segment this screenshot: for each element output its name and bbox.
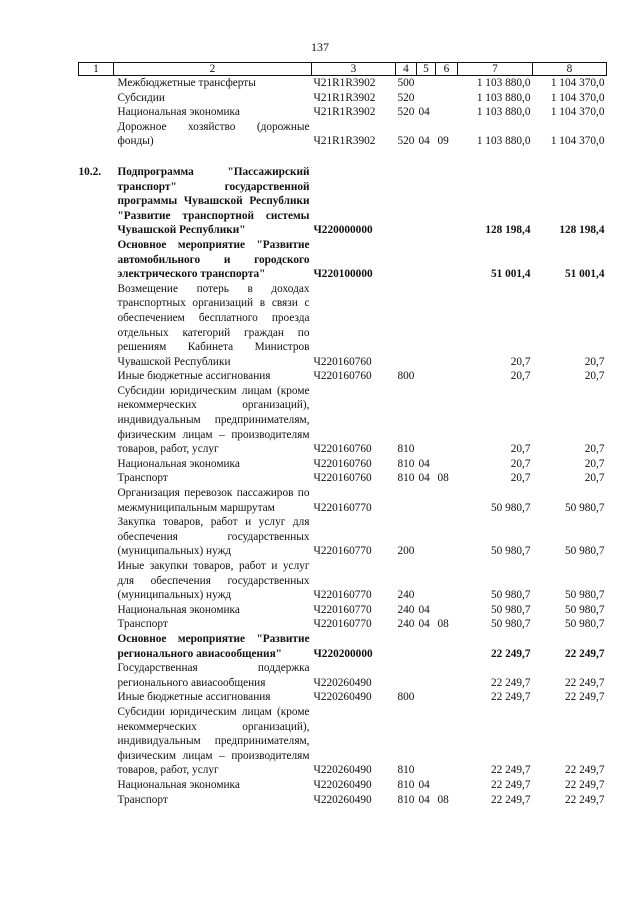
table-row <box>79 457 607 472</box>
header-col-2: 2 <box>114 63 312 76</box>
row-vr-cell <box>396 632 417 661</box>
row-pr-cell <box>436 369 458 384</box>
row-amount-1-cell: 50 980,7 <box>490 545 531 558</box>
row-rz-cell: 04 <box>418 793 430 806</box>
row-code-cell: Ч220200000 <box>313 647 373 660</box>
table-header <box>79 63 607 76</box>
row-amount-2-cell: 50 980,7 <box>564 618 605 631</box>
row-number-cell <box>79 690 114 705</box>
row-vr-cell <box>396 282 417 370</box>
table-row <box>79 617 607 632</box>
row-pr-cell <box>436 690 458 705</box>
row-vr-cell: 810 <box>397 793 415 806</box>
row-amount-1-cell: 50 980,7 <box>490 501 531 514</box>
row-amount-1-cell: 50 980,7 <box>490 589 531 602</box>
table-row <box>79 661 607 690</box>
table-row <box>79 559 607 603</box>
row-amount-2-cell: 20,7 <box>584 370 605 383</box>
row-amount-2-cell: 22 249,7 <box>564 793 605 806</box>
row-amount-1-cell: 20,7 <box>510 370 531 383</box>
row-amount-2-cell: 22 249,7 <box>564 778 605 791</box>
row-name-cell: Дорожное хозяйство (дорожные фонды) <box>117 120 310 148</box>
row-pr-cell <box>436 559 458 603</box>
row-number-cell <box>79 486 114 515</box>
row-amount-1-cell: 50 980,7 <box>490 618 531 631</box>
row-vr-cell: 240 <box>397 618 415 631</box>
table-row <box>79 632 607 661</box>
row-rz-cell <box>417 91 436 106</box>
header-col-5: 5 <box>417 63 436 76</box>
row-name-cell: Субсидии юридическим лицам (кроме некоммерческих организаций), индивидуальным предпринимателям, физическим лицам – производителям товаров, работ, услуг <box>117 705 310 777</box>
header-col-7: 7 <box>458 63 533 76</box>
row-rz-cell: 04 <box>418 778 430 791</box>
row-number-cell <box>79 515 114 559</box>
row-pr-cell <box>436 632 458 661</box>
row-amount-2-cell: 20,7 <box>584 443 605 456</box>
row-name-cell: Субсидии <box>117 91 165 104</box>
row-number-cell <box>79 632 114 661</box>
row-number-cell <box>79 91 114 106</box>
row-amount-2-cell: 20,7 <box>584 355 605 368</box>
table-row <box>79 486 607 515</box>
row-number-cell <box>79 384 114 457</box>
row-number-cell <box>79 471 114 486</box>
table-row <box>79 105 607 120</box>
row-name-cell: Транспорт <box>117 472 168 485</box>
row-rz-cell: 04 <box>418 135 430 148</box>
row-code-cell: Ч220260490 <box>313 676 372 689</box>
row-amount-2-cell: 1 104 370,0 <box>550 106 605 119</box>
row-rz-cell: 04 <box>418 106 430 119</box>
row-name-cell: Иные бюджетные ассигнования <box>117 691 271 704</box>
row-number-cell <box>79 238 114 282</box>
row-vr-cell <box>396 238 417 282</box>
row-amount-2-cell: 22 249,7 <box>564 676 605 689</box>
row-rz-cell <box>417 559 436 603</box>
row-code-cell: Ч220260490 <box>313 764 372 777</box>
row-pr-cell <box>436 486 458 515</box>
row-amount-1-cell: 22 249,7 <box>490 793 531 806</box>
row-name-cell: Организация перевозок пассажиров по межмуниципальным маршрутам <box>117 487 310 514</box>
row-amount-1-cell: 22 249,7 <box>490 676 531 689</box>
row-code-cell: Ч220160760 <box>313 472 372 485</box>
row-name-cell: Субсидии юридическим лицам (кроме некоммерческих организаций), индивидуальным предпринимателям, физическим лицам – производителям товаров, работ, услуг <box>117 384 310 456</box>
row-pr-cell: 08 <box>437 472 449 485</box>
row-vr-cell: 520 <box>397 91 415 104</box>
row-amount-1-cell: 22 249,7 <box>490 764 531 777</box>
row-amount-1-cell: 1 103 880,0 <box>476 135 531 148</box>
row-amount-2-cell: 20,7 <box>584 472 605 485</box>
table-row <box>79 369 607 384</box>
row-amount-2-cell: 50 980,7 <box>564 545 605 558</box>
row-pr-cell <box>436 282 458 370</box>
row-rz-cell: 04 <box>418 603 430 616</box>
row-code-cell: Ч220260490 <box>313 691 372 704</box>
row-rz-cell <box>417 369 436 384</box>
row-amount-1-cell: 20,7 <box>510 443 531 456</box>
table-row <box>79 793 607 808</box>
row-amount-1-cell: 128 198,4 <box>485 224 531 237</box>
row-pr-cell <box>436 76 458 91</box>
row-code-cell: Ч220260490 <box>313 793 372 806</box>
row-amount-2-cell: 128 198,4 <box>559 224 605 237</box>
row-vr-cell: 500 <box>397 77 415 89</box>
row-pr-cell <box>436 238 458 282</box>
row-pr-cell <box>436 165 458 238</box>
row-amount-1-cell: 22 249,7 <box>490 778 531 791</box>
row-name-cell: Национальная экономика <box>117 457 240 470</box>
header-col-3: 3 <box>312 63 396 76</box>
row-code-cell: Ч220000000 <box>313 224 373 237</box>
row-name-cell: Межбюджетные трансферты <box>117 77 256 89</box>
row-amount-1-cell: 1 103 880,0 <box>476 77 531 89</box>
row-name-cell: Транспорт <box>117 793 168 806</box>
row-number-cell <box>79 76 114 91</box>
table-row <box>79 515 607 559</box>
table-row <box>79 165 607 238</box>
row-amount-1-cell: 51 001,4 <box>490 268 531 281</box>
row-number-cell <box>79 559 114 603</box>
row-vr-cell: 200 <box>397 545 415 558</box>
row-amount-2-cell: 50 980,7 <box>564 603 605 616</box>
row-pr-cell <box>436 105 458 120</box>
row-number-cell <box>79 617 114 632</box>
page-number: 137 <box>311 40 329 54</box>
row-code-cell: Ч21R1R3902 <box>313 91 376 104</box>
row-code-cell: Ч21R1R3902 <box>313 77 376 89</box>
row-number-cell <box>79 369 114 384</box>
row-rz-cell: 04 <box>418 457 430 470</box>
row-rz-cell <box>417 76 436 91</box>
table-row <box>79 778 607 793</box>
row-name-cell: Национальная экономика <box>117 106 240 119</box>
budget-table <box>78 62 607 807</box>
row-pr-cell <box>436 91 458 106</box>
row-name-cell: Государственная поддержка регионального авиасообщения <box>117 662 310 689</box>
row-amount-2-cell: 1 104 370,0 <box>550 91 605 104</box>
row-number-cell <box>79 282 114 370</box>
row-amount-1-cell: 20,7 <box>510 472 531 485</box>
row-code-cell: Ч220160770 <box>313 603 372 616</box>
row-rz-cell <box>417 384 436 457</box>
row-vr-cell: 240 <box>397 589 415 602</box>
row-name-cell: Возмещение потерь в доходах транспортных организаций в связи с обеспечением бесплатного проезда отдельных категорий граждан по решениям Кабинета Министров Чувашской Республики <box>117 282 310 368</box>
row-pr-cell <box>436 778 458 793</box>
row-amount-2-cell: 1 104 370,0 <box>550 77 605 89</box>
row-vr-cell: 810 <box>397 778 415 791</box>
row-pr-cell <box>436 457 458 472</box>
row-amount-2-cell: 20,7 <box>584 457 605 470</box>
row-name-cell: Иные закупки товаров, работ и услуг для обеспечения государственных (муниципальных) нужд <box>117 560 310 602</box>
row-vr-cell: 810 <box>397 472 415 485</box>
row-pr-cell <box>436 515 458 559</box>
row-pr-cell <box>436 661 458 690</box>
row-rz-cell <box>417 705 436 778</box>
row-amount-1-cell: 1 103 880,0 <box>476 106 531 119</box>
row-amount-2-cell: 51 001,4 <box>564 268 605 281</box>
row-amount-2-cell: 22 249,7 <box>564 764 605 777</box>
row-rz-cell: 04 <box>418 472 430 485</box>
row-amount-1-cell: 20,7 <box>510 457 531 470</box>
row-pr-cell <box>436 603 458 618</box>
row-number-cell <box>79 661 114 690</box>
row-rz-cell <box>417 165 436 238</box>
row-rz-cell <box>417 486 436 515</box>
table-body <box>79 76 607 808</box>
row-code-cell: Ч220160760 <box>313 457 372 470</box>
row-code-cell: Ч220160760 <box>313 443 372 456</box>
row-vr-cell: 520 <box>397 135 415 148</box>
table-row <box>79 282 607 370</box>
row-name-cell: Национальная экономика <box>117 603 240 616</box>
row-amount-2-cell: 1 104 370,0 <box>550 135 605 148</box>
row-name-cell: Закупка товаров, работ и услуг для обеспечения государственных (муниципальных) нужд <box>117 516 310 558</box>
row-amount-1-cell: 22 249,7 <box>490 691 531 704</box>
row-rz-cell <box>417 690 436 705</box>
spacer-cell <box>79 149 607 165</box>
row-vr-cell: 800 <box>397 691 415 704</box>
row-amount-1-cell: 22 249,7 <box>490 647 531 660</box>
row-pr-cell <box>436 705 458 778</box>
row-amount-1-cell: 1 103 880,0 <box>476 91 531 104</box>
row-pr-cell <box>436 384 458 457</box>
row-code-cell: Ч220100000 <box>313 268 373 281</box>
row-number-cell <box>79 705 114 778</box>
spacer-row <box>79 149 607 165</box>
row-amount-1-cell: 20,7 <box>510 355 531 368</box>
row-number-cell <box>79 105 114 120</box>
row-number-cell <box>79 120 114 149</box>
row-name-cell: Национальная экономика <box>117 778 240 791</box>
row-vr-cell: 800 <box>397 370 415 383</box>
header-col-6: 6 <box>436 63 458 76</box>
row-vr-cell: 240 <box>397 603 415 616</box>
row-number-cell <box>79 457 114 472</box>
table-row <box>79 603 607 618</box>
row-rz-cell <box>417 661 436 690</box>
row-code-cell: Ч220160770 <box>313 589 372 602</box>
row-name-cell: Транспорт <box>117 618 168 631</box>
row-name-cell: Основное мероприятие "Развитие автомобильного и городского электрического транспорта" <box>117 238 310 281</box>
row-number-cell <box>79 603 114 618</box>
row-vr-cell <box>396 165 417 238</box>
row-pr-cell: 09 <box>437 135 449 148</box>
header-col-8: 8 <box>533 63 607 76</box>
row-number-cell <box>79 778 114 793</box>
row-pr-cell: 08 <box>437 618 449 631</box>
row-name-cell: Основное мероприятие "Развитие регионального авиасообщения" <box>117 632 310 660</box>
row-amount-2-cell: 22 249,7 <box>564 691 605 704</box>
header-col-4: 4 <box>396 63 417 76</box>
table-row <box>79 705 607 778</box>
row-rz-cell <box>417 282 436 370</box>
table-row <box>79 384 607 457</box>
table-row <box>79 76 607 91</box>
row-name-cell: Подпрограмма "Пассажирский транспорт" государственной программы Чувашской Республики "Развитие транспортной системы Чувашской Республики" <box>117 165 310 237</box>
header-col-1: 1 <box>79 63 114 76</box>
row-code-cell: Ч220260490 <box>313 778 372 791</box>
row-code-cell: Ч220160770 <box>313 618 372 631</box>
table-row <box>79 238 607 282</box>
row-rz-cell <box>417 238 436 282</box>
row-pr-cell: 08 <box>437 793 449 806</box>
header-row <box>79 63 607 76</box>
row-code-cell: Ч220160770 <box>313 545 372 558</box>
row-vr-cell <box>396 486 417 515</box>
row-amount-2-cell: 50 980,7 <box>564 589 605 602</box>
row-rz-cell <box>417 632 436 661</box>
row-amount-1-cell: 50 980,7 <box>490 603 531 616</box>
row-name-cell: Иные бюджетные ассигнования <box>117 370 271 383</box>
row-code-cell: Ч220160760 <box>313 370 372 383</box>
row-amount-2-cell: 50 980,7 <box>564 501 605 514</box>
table-row <box>79 690 607 705</box>
table-row <box>79 471 607 486</box>
row-vr-cell: 810 <box>397 457 415 470</box>
row-vr-cell: 810 <box>397 443 415 456</box>
row-vr-cell: 520 <box>397 106 415 119</box>
table-row <box>79 120 607 149</box>
row-rz-cell <box>417 515 436 559</box>
row-code-cell: Ч220160760 <box>313 355 372 368</box>
row-code-cell: Ч21R1R3902 <box>313 106 376 119</box>
row-code-cell: Ч220160770 <box>313 501 372 514</box>
row-vr-cell: 810 <box>397 764 415 777</box>
table-row <box>79 91 607 106</box>
row-vr-cell <box>396 661 417 690</box>
row-amount-2-cell: 22 249,7 <box>564 647 605 660</box>
row-number-cell: 10.2. <box>78 165 102 178</box>
row-number-cell <box>79 793 114 808</box>
row-rz-cell: 04 <box>418 618 430 631</box>
row-code-cell: Ч21R1R3902 <box>313 135 376 148</box>
